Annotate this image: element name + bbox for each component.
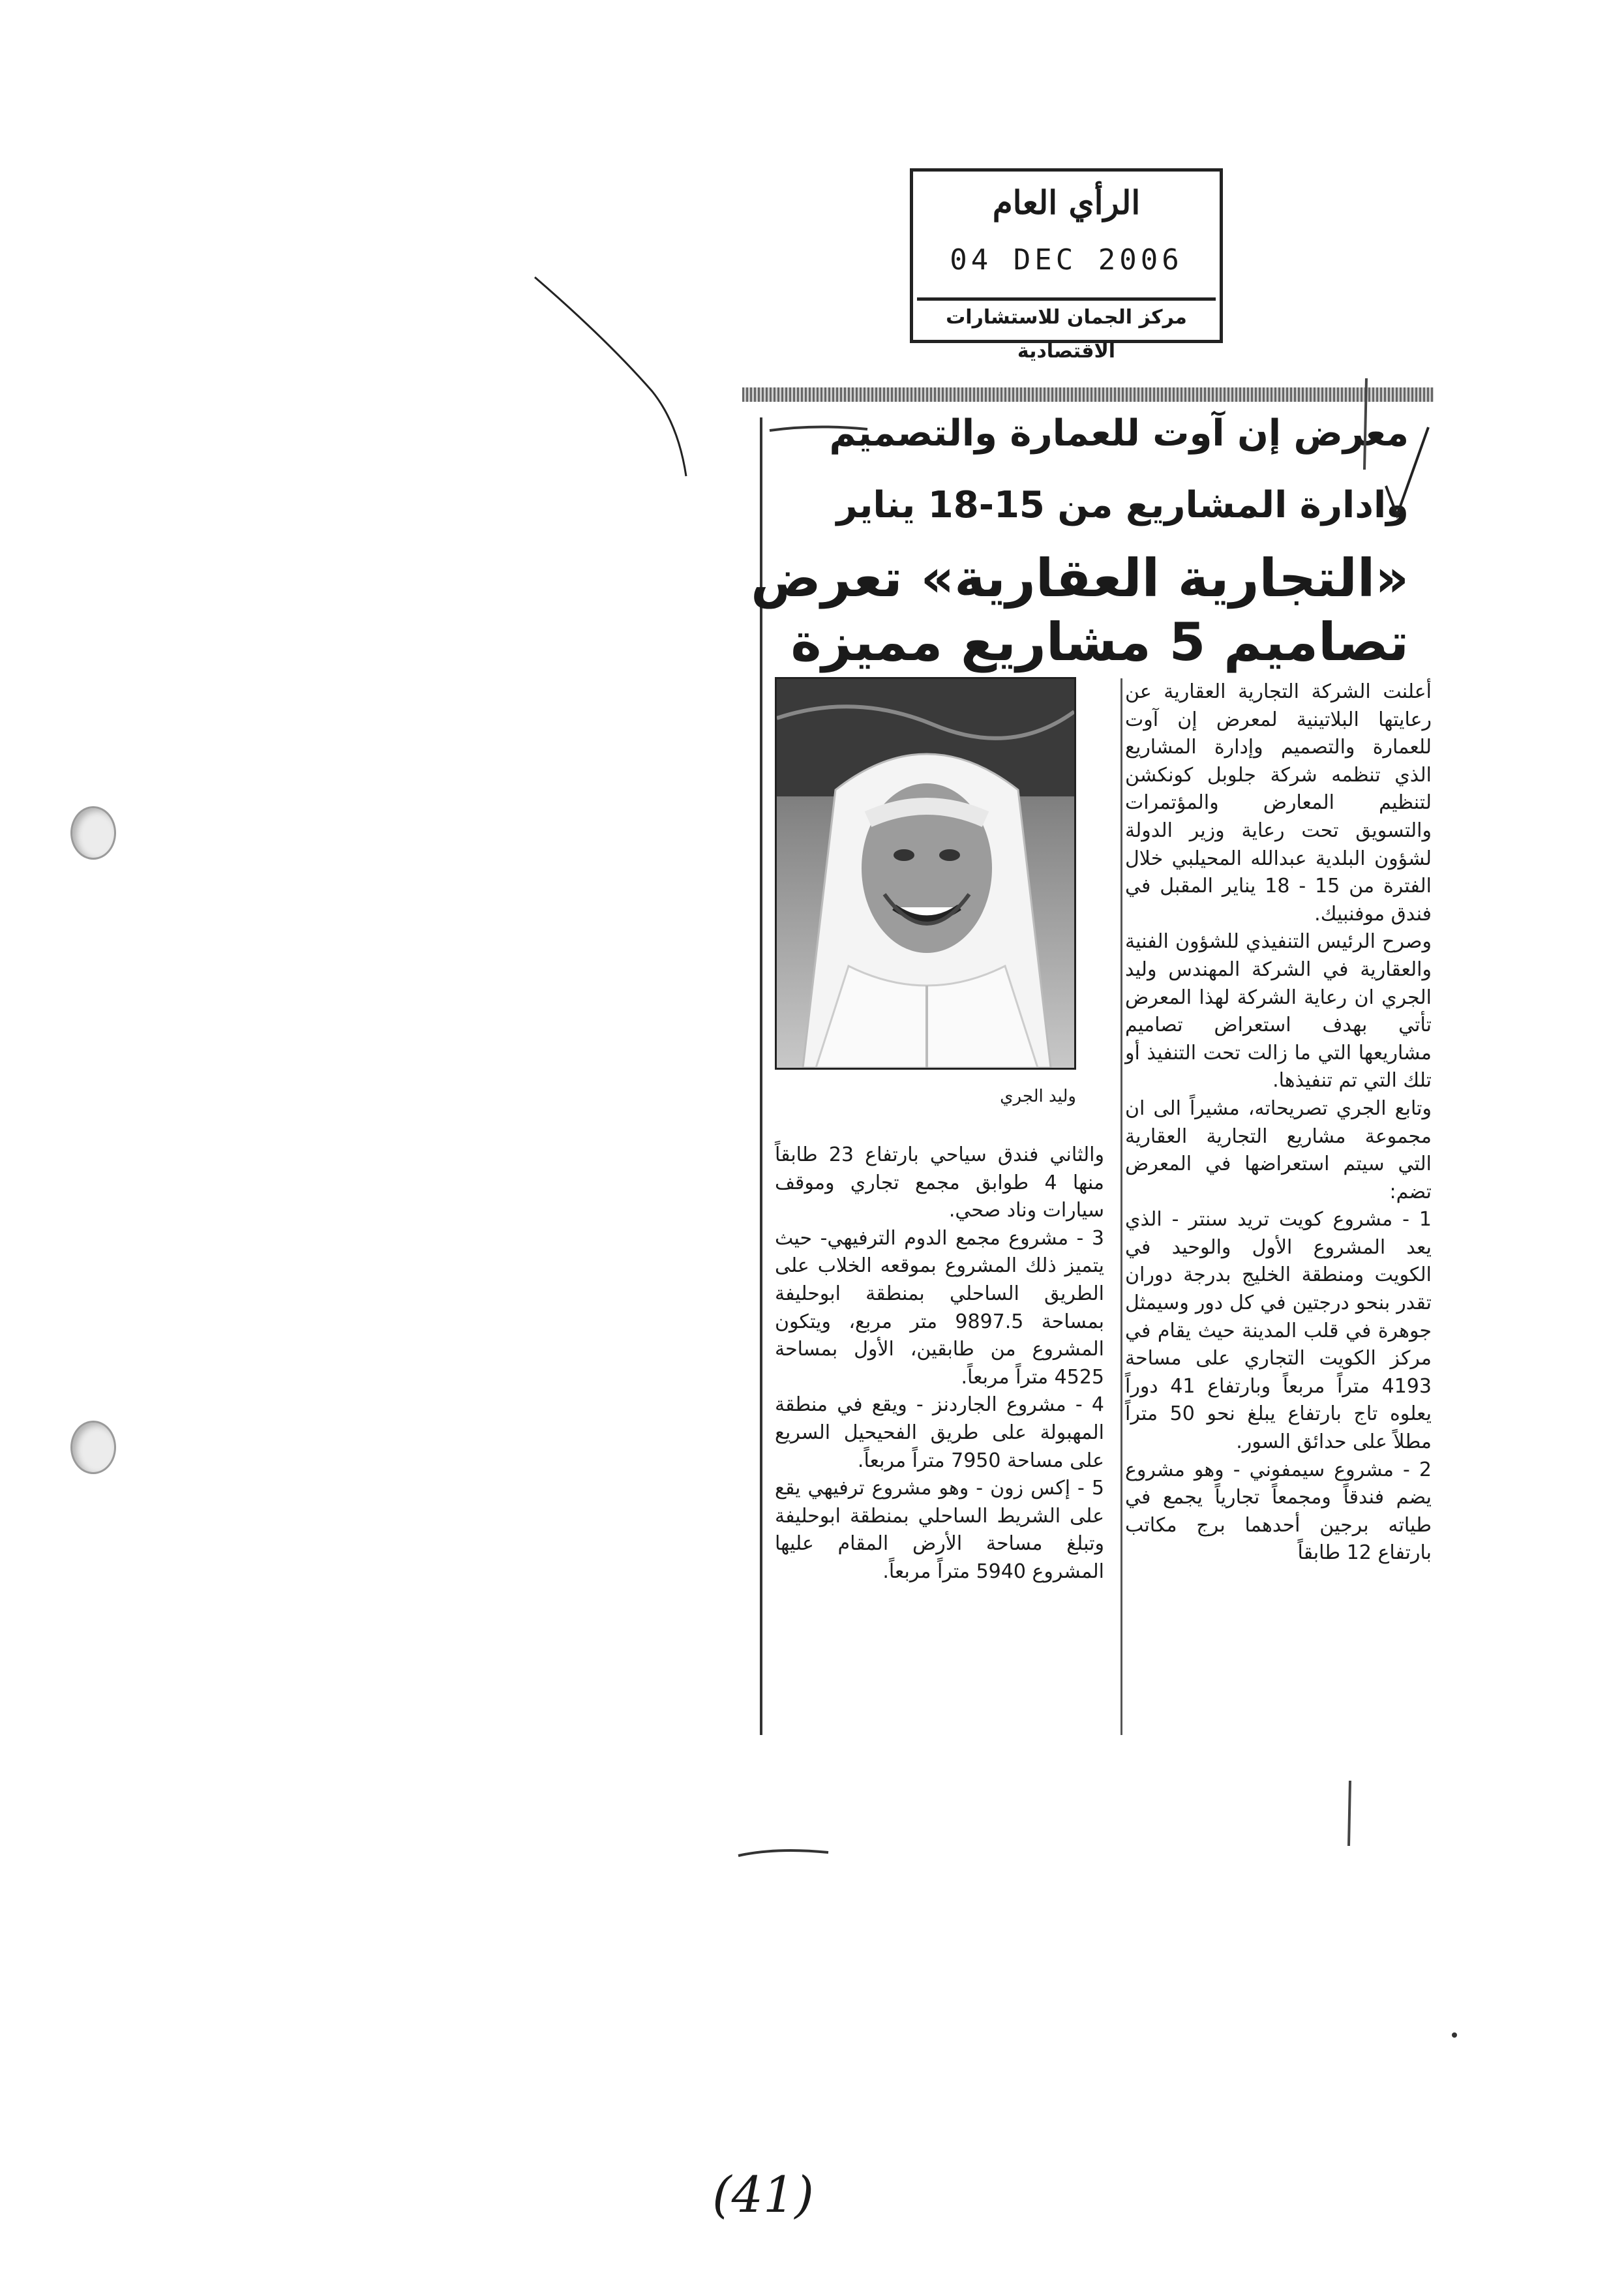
headline-line-2: وادارة المشاريع من 15-18 يناير	[836, 484, 1409, 526]
stamp-organization: مركز الجمان للاستشارات الاقتصادية	[917, 297, 1216, 335]
check-mark-icon	[1386, 427, 1428, 515]
paragraph: 5 - إكس زون - وهو مشروع ترفيهي يقع على الشريط الساحلي بمنطقة ابوحليفة وتبلغ مساحة الأرض المقام عليها المشروع 5940 متراً مربعاً.	[775, 1477, 1104, 1583]
paragraph: وتابع الجري تصريحاته، مشيراً الى ان مجموعة مشاريع التجارية العقارية التي سيتم استعراضها في المعرض تضم:	[1125, 1096, 1432, 1203]
ink-dot	[1452, 2032, 1457, 2038]
headline-line-1: معرض إن آوت للعمارة والتصميم	[829, 412, 1409, 455]
paragraph: أعلنت الشركة التجارية العقارية عن رعايتها البلاتينية لمعرض إن آوت للعمارة والتصميم وإدارة المشاريع الذي تنظمه شركة جلوبل كونكشن لتنظيم المعارض والمؤتمرات والتسويق تحت رعاية وزير الدولة لشؤون البلدية عبدالله المحيلبي خلال الفترة من 15 - 18 يناير المقبل في فندق موفنبيك.	[1125, 680, 1432, 926]
stamp-publication: الرأي العام	[992, 183, 1141, 222]
stamp-date: 04 DEC 2006	[950, 243, 1183, 277]
paragraph: 4 - مشروع الجاردنز - ويقع في منطقة المهبولة على طريق الفحيحيل السريع على مساحة 7950 متراً مربعاً.	[775, 1393, 1104, 1472]
page-number: (41)	[712, 2166, 814, 2224]
pen-stroke-bottom	[738, 1850, 828, 1856]
photo-caption: وليد الجري	[1000, 1087, 1076, 1106]
paragraph: 1 - مشروع كويت تريد سنتر - الذي يعد المشروع الأول والوحيد في الكويت ومنطقة الخليج بدرجة دوران تقدر بنحو درجتين في كل دور وسيمثل جوهرة في قلب المدينة حيث يقام في مركز الكويت التجاري على مساحة 4193 متراً مربعاً وبارتفاع 41 دوراً يعلوه تاج بارتفاع يبلغ نحو 50 متراً مطلاً على حدائق السور.	[1125, 1208, 1432, 1454]
paragraph: 2 - مشروع سيمفوني - وهو مشروع يضم فندقاً ومجمعاً تجارياً يجمع في طياته برجين أحدهما برج مكاتب بارتفاع 12 طابقاً	[1125, 1458, 1432, 1565]
paragraph: والثاني فندق سياحي بارتفاع 23 طابقاً منها 4 طوابق مجمع تجاري وموقف سيارات وناد صحي.	[775, 1143, 1104, 1222]
headline-line-3: «التجارية العقارية» تعرض	[751, 548, 1409, 609]
pen-stroke-headline	[770, 427, 867, 430]
pen-stroke-diagonal	[535, 277, 686, 476]
headline-line-4: تصاميم 5 مشاريع مميزة	[790, 612, 1409, 672]
paragraph: وصرح الرئيس التنفيذي للشؤون الفنية والعقارية في الشركة المهندس وليد الجري ان رعاية الشركة لهذا المعرض تأتي بهدف استعراض تصاميم مشاريعها التي ما زالت تحت التنفيذ أو تلك التي تم تنفيذها.	[1125, 930, 1432, 1093]
bracket-mark-bottom-right	[1349, 1781, 1350, 1846]
bracket-mark-top	[1364, 378, 1366, 470]
paragraph: 3 - مشروع مجمع الدوم الترفيهي- حيث يتميز ذلك المشروع بموقعه الخلاب على الطريق الساحلي بمنطقة ابوحليفة بمساحة 9897.5 متر مربع، ويتكون المشروع من طابقين، الأول بمساحة 4525 متراً مربعاً.	[775, 1226, 1105, 1389]
